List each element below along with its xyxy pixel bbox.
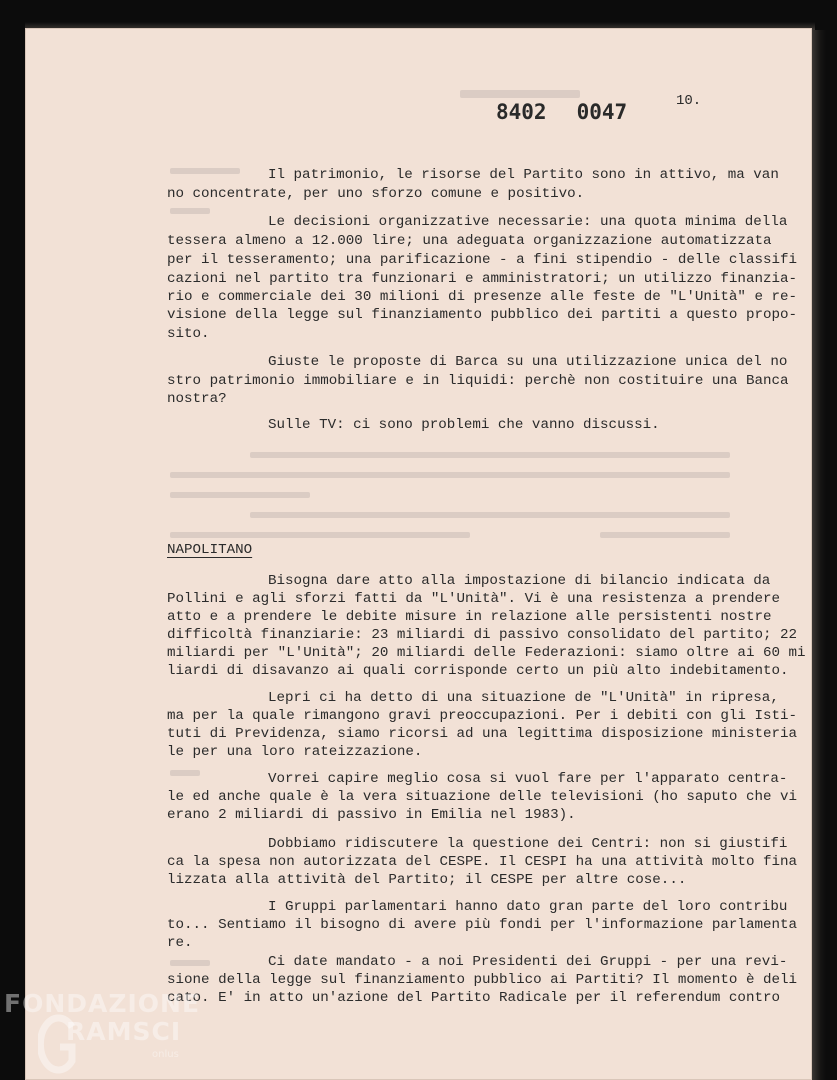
paragraph-line: sione della legge sul finanziamento pubblico ai Partiti? Il momento è deli xyxy=(167,972,798,988)
text-line: Vorrei capire meglio cosa si vuol fare per l'apparato centra- xyxy=(268,771,788,787)
paragraph-line: le ed anche quale è la vera situazione delle televisioni (ho saputo che vi xyxy=(167,789,798,805)
page-number: 10. xyxy=(676,93,702,109)
paragraph-line: tuti di Previdenza, siamo ricorsi ad una legittima disposizione ministeria xyxy=(167,726,798,742)
paragraph-line: Pollini e agli sforzi fatti da "L'Unità". Vi è una resistenza a prendere xyxy=(167,591,780,607)
paragraph-line xyxy=(167,353,788,372)
paragraph-line xyxy=(167,898,788,917)
paragraph-line: atto e a prendere le debite misure in relazione alle persistenti nostre xyxy=(167,609,772,625)
paragraph-line: visione della legge sul finanziamento pubblico dei partiti a questo propo- xyxy=(167,307,798,323)
paper-side-edge xyxy=(812,30,826,1080)
text-line: Il patrimonio, le risorse del Partito sono in attivo, ma van xyxy=(268,167,779,183)
speaker-heading: NAPOLITANO xyxy=(167,542,253,558)
paragraph-line: erano 2 miliardi di passivo in Emilia nel 1983). xyxy=(167,807,576,823)
text-line: Bisogna dare atto alla impostazione di bilancio indicata da xyxy=(268,573,771,589)
paragraph-line: cazioni nel partito tra funzionari e amministratori; un utilizzo finanzia- xyxy=(167,271,798,287)
stamp-code-b: 0047 xyxy=(576,100,628,124)
paragraph-line: cato. E' in atto un'azione del Partito Radicale per il referendum contro xyxy=(167,990,780,1006)
paragraph-line: per il tesseramento; una parificazione - a fini stipendio - delle classifi xyxy=(167,252,798,268)
paragraph-line: tessera almeno a 12.000 lire; una adeguata organizzazione automatizzata xyxy=(167,233,772,249)
paragraph-line: miliardi per "L'Unità"; 20 miliardi delle Federazioni: siamo oltre ai 60 mi xyxy=(167,645,806,661)
watermark-line1: FONDAZIONE xyxy=(4,989,201,1018)
paragraph-line: to... Sentiamo il bisogno di avere più fondi per l'informazione parlamenta xyxy=(167,917,798,933)
stamp-code-a: 8402 xyxy=(496,100,547,124)
paragraph-line: rio e commerciale dei 30 milioni di presenze alle feste de "L'Unità" e re- xyxy=(167,289,798,305)
archive-stamp xyxy=(496,100,627,124)
text-line: Le decisioni organizzative necessarie: una quota minima della xyxy=(268,214,788,230)
paragraph-line: lizzata alla attività del Partito; il CESPE per altre cose... xyxy=(167,872,687,888)
text-line: Giuste le proposte di Barca su una utilizzazione unica del no xyxy=(268,354,788,370)
paragraph-line xyxy=(167,572,771,591)
text-line: Sulle TV: ci sono problemi che vanno discussi. xyxy=(268,417,660,433)
paragraph-line: no concentrate, per uno sforzo comune e positivo. xyxy=(167,186,585,202)
text-line: I Gruppi parlamentari hanno dato gran parte del loro contribu xyxy=(268,899,788,915)
paragraph-line: difficoltà finanziarie: 23 miliardi di passivo consolidato del partito; 22 xyxy=(167,627,798,643)
fondazione-gramsci-watermark xyxy=(4,985,244,1080)
paragraph-line xyxy=(167,770,788,789)
paragraph-line: le per una loro rateizzazione. xyxy=(167,744,423,760)
paragraph-line: sito. xyxy=(167,326,210,342)
text-line: Lepri ci ha detto di una situazione de "L'Unità" in ripresa, xyxy=(268,690,779,706)
paragraph-line xyxy=(167,166,779,185)
paragraph-line: ma per la quale rimangono gravi preoccupazioni. Per i debiti con gli Isti- xyxy=(167,708,798,724)
paragraph-line: nostra? xyxy=(167,391,227,407)
text-line: Dobbiamo ridiscutere la questione dei Centri: non si giustifi xyxy=(268,836,788,852)
paragraph-line xyxy=(167,835,788,854)
paragraph-line xyxy=(167,953,788,972)
paragraph-line: re. xyxy=(167,935,193,951)
paragraph-line: ca la spesa non autorizzata del CESPE. Il CESPI ha una attività molto fina xyxy=(167,854,798,870)
paragraph-line xyxy=(167,689,779,708)
paragraph-line xyxy=(167,213,788,232)
text-line: Ci date mandato - a noi Presidenti dei Gruppi - per una revi- xyxy=(268,954,788,970)
paragraph-line xyxy=(167,416,757,435)
watermark-suffix: onlus xyxy=(152,1049,179,1060)
paragraph-line: liardi di disavanzo ai quali corrisponde certo un più alto indebitamento. xyxy=(167,663,789,679)
watermark-line2: RAMSCI xyxy=(66,1017,182,1046)
paragraph-line: stro patrimonio immobiliare e in liquidi: perchè non costituire una Banca xyxy=(167,373,789,389)
